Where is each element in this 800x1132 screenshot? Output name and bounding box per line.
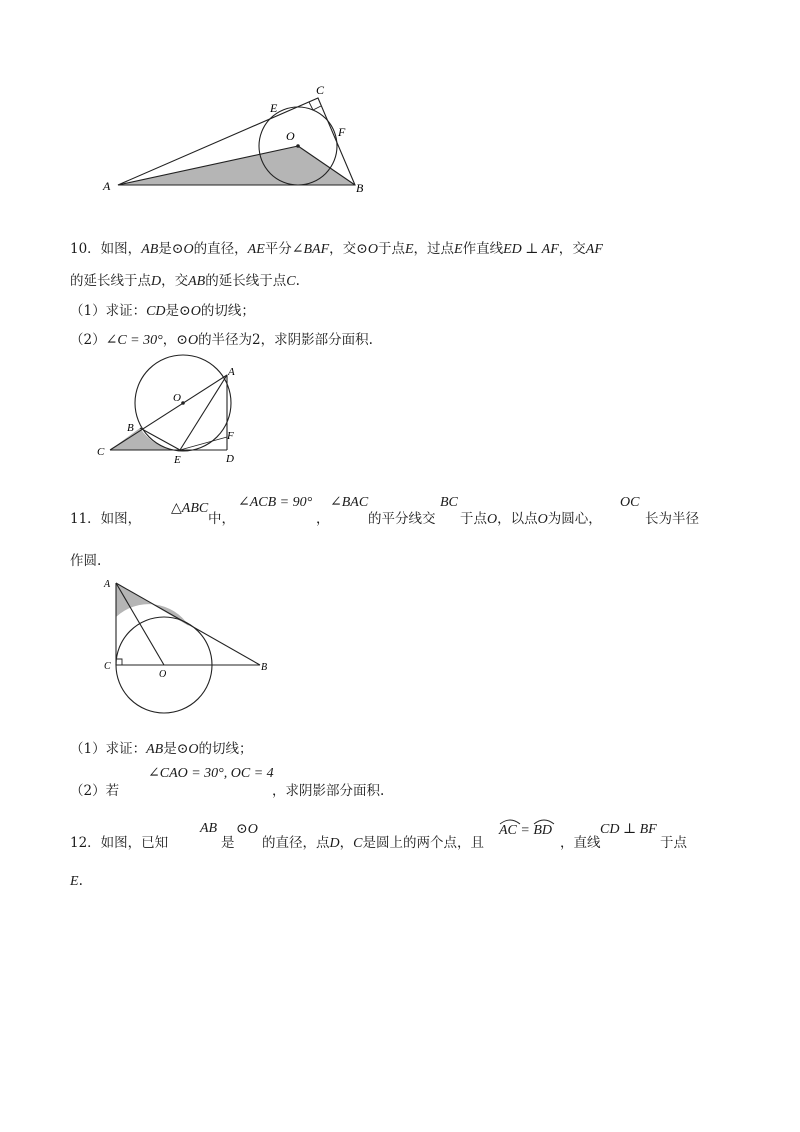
q11-triangle: △ABC — [171, 501, 209, 516]
q12-mid: 的直径，点D，C是圆上的两个点，且 — [262, 835, 484, 851]
label-o: O — [159, 669, 167, 680]
label-f: F — [338, 125, 346, 139]
label-e: E — [174, 454, 181, 466]
arc-mark-icon — [499, 817, 521, 825]
q12-line2: E. — [70, 873, 83, 889]
q12-cd-perp-bf: CD ⊥ BF — [600, 822, 657, 837]
center-dot — [296, 144, 300, 148]
arc-mark-icon — [533, 817, 555, 825]
q11-part2-cond: ∠CAO = 30°, OC = 4 — [148, 766, 274, 781]
label-a: A — [228, 366, 235, 378]
q11-angle-bac: ∠BAC — [330, 495, 369, 510]
line-ca — [110, 375, 227, 450]
q11-line1-tail: 于点O，以点O为圆心， — [460, 511, 602, 527]
q12-circle-o: ⊙O — [236, 822, 258, 837]
label-c: C — [104, 661, 111, 672]
label-b: B — [261, 662, 268, 673]
q10-part2: （2）∠C = 30°，⊙O的半径为2，求阴影部分面积. — [70, 332, 373, 348]
label-b: B — [127, 422, 134, 434]
q12-is: 是 — [221, 835, 235, 851]
line-ao — [116, 583, 164, 665]
figure-circle-tangent-cd — [92, 352, 252, 470]
label-e: E — [270, 101, 278, 115]
label-b: B — [356, 181, 364, 195]
q11-part2-prefix: （2）若 — [70, 783, 120, 799]
q11-bc: BC — [440, 495, 458, 510]
q12-line-word: ，直线 — [560, 835, 601, 851]
q11-comma: ， — [316, 511, 330, 527]
label-o: O — [286, 129, 295, 143]
q10-part1: （1）求证：CD是⊙O的切线； — [70, 303, 255, 319]
right-angle-mark — [116, 659, 122, 665]
q10-line2: 的延长线于点D，交AB的延长线于点C. — [70, 273, 300, 289]
q11-oc: OC — [620, 495, 640, 510]
q11-part1: （1）求证：AB是⊙O的切线； — [70, 741, 253, 757]
label-o: O — [173, 392, 181, 404]
line-ab — [116, 583, 260, 665]
q11-line1: 11．如图， — [70, 511, 142, 527]
q11-radius: 长为半径 — [645, 511, 699, 527]
figure-right-triangle-circle — [98, 575, 278, 720]
q11-line2: 作圆. — [70, 553, 102, 569]
q11-angle-acb: ∠ACB = 90° — [238, 495, 313, 510]
q11-part2-suffix: ，求阴影部分面积. — [272, 783, 385, 799]
figure-tangent-triangle — [90, 80, 390, 200]
label-c: C — [316, 83, 325, 97]
q10-line1: 10．如图，AB是⊙O的直径，AE平分∠BAF，交⊙O于点E，过点E作直线ED ⊥ AF，交AF — [70, 241, 603, 257]
label-a: A — [103, 179, 111, 193]
q12-prefix: 12．如图，已知 — [70, 835, 169, 851]
center-dot — [181, 401, 185, 405]
q12-yudian: 于点 — [660, 835, 687, 851]
q12-ab: AB — [200, 821, 218, 836]
q12-arc-equation: AC = BD — [499, 823, 552, 839]
label-a: A — [104, 579, 111, 590]
arc-bd: BD — [533, 823, 552, 839]
arc-ac: AC — [499, 823, 517, 839]
label-c: C — [97, 446, 105, 458]
label-f: F — [227, 430, 234, 442]
label-d: D — [226, 453, 234, 465]
q11-bisect: 的平分线交 — [368, 511, 436, 527]
q11-zhong: 中， — [208, 511, 235, 527]
